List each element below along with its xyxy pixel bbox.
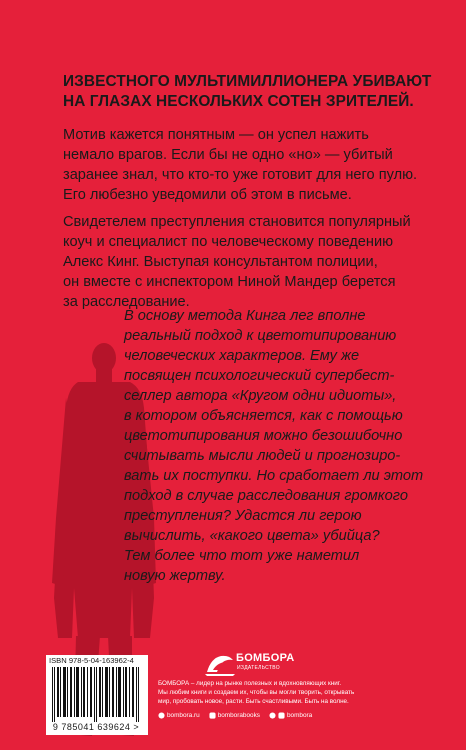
text-line: немало врагов. Если бы не одно «но» — убитый: [63, 147, 393, 163]
website-link-label: bombora.ru: [167, 712, 200, 719]
vk-link[interactable]: [209, 712, 260, 719]
instagram-icon: [278, 712, 285, 719]
quote-line: селлер автора «Кругом одни идиоты»,: [124, 388, 397, 404]
text-line: заранее знал, что кто-то уже готовит для него пулю.: [63, 167, 418, 183]
text-line: за расследование.: [63, 294, 190, 310]
headline-line: ИЗВЕСТНОГО МУЛЬТИМИЛЛИОНЕРА УБИВАЮТ: [63, 73, 432, 90]
text-line: мир, пробовать новое, расти. Быть счастливыми. Быть на волне.: [158, 698, 349, 705]
quote-line: цветотипирования можно безошибочно: [124, 428, 403, 444]
isbn-text: ISBN 978-5-04-163962-4: [49, 656, 134, 665]
barcode-number: 9 785041 639624 >: [52, 722, 140, 732]
quote-line: в котором объясняется, как с помощью: [124, 408, 403, 424]
social-link-label: bombora: [286, 712, 313, 719]
text-line: Алекс Кинг. Выступая консультантом полиции,: [63, 254, 378, 270]
telegram-icon: [269, 712, 276, 719]
bombora-logo-icon: [203, 650, 237, 676]
paragraph-1: [63, 125, 443, 205]
globe-icon: [158, 712, 165, 719]
quote-line: считывать мысли людей и прогнозиро-: [124, 448, 401, 464]
publisher-description: [158, 679, 458, 706]
publisher-links: [158, 712, 312, 719]
paragraph-2: [63, 212, 443, 312]
text-line: он вместе с инспектором Ниной Мандер берется: [63, 274, 396, 290]
publisher-name: БОМБОРА: [236, 652, 295, 664]
quote-line: преступления? Удастся ли герою: [124, 508, 362, 524]
quote-line: человеческих характеров. Ему же: [124, 348, 360, 364]
quote-line: реальный подход к цветотипированию: [124, 328, 397, 344]
quote-line: подход в случае расследования громкого: [124, 488, 408, 504]
text-line: Свидетелем преступления становится популярный: [63, 214, 411, 230]
vk-icon: [209, 712, 216, 719]
text-line: Мы любим книги и создаем их, чтобы вы могли творить, открывать: [158, 689, 355, 696]
quote-line: вать их поступки. Но сработает ли этот: [124, 468, 424, 484]
quote-line: вычислить, «какого цвета» убийца?: [124, 528, 380, 544]
website-link[interactable]: [158, 712, 200, 719]
text-line: БОМБОРА – лидер на рынке полезных и вдохновляющих книг.: [158, 680, 342, 687]
quote-line: Тем более что тот уже наметил: [124, 548, 360, 564]
social-link[interactable]: [269, 712, 312, 719]
publisher-subtitle: ИЗДАТЕЛЬСТВО: [237, 665, 280, 671]
barcode-image: [50, 667, 142, 722]
headline: [63, 72, 433, 112]
quote-line: новую жертву.: [124, 568, 226, 584]
vk-link-label: bomborabooks: [217, 712, 260, 719]
quote-line: посвящен психологический супербест-: [124, 368, 395, 384]
text-line: Его любезно уведомили об этом в письме.: [63, 187, 352, 203]
text-line: коуч и специалист по человеческому поведению: [63, 234, 394, 250]
headline-line: НА ГЛАЗАХ НЕСКОЛЬКИХ СОТЕН ЗРИТЕЛЕЙ.: [63, 93, 414, 110]
quote-line: В основу метода Кинга лег вполне: [124, 308, 366, 324]
text-line: Мотив кажется понятным — он успел нажить: [63, 127, 369, 143]
quote-paragraph: [124, 306, 444, 586]
